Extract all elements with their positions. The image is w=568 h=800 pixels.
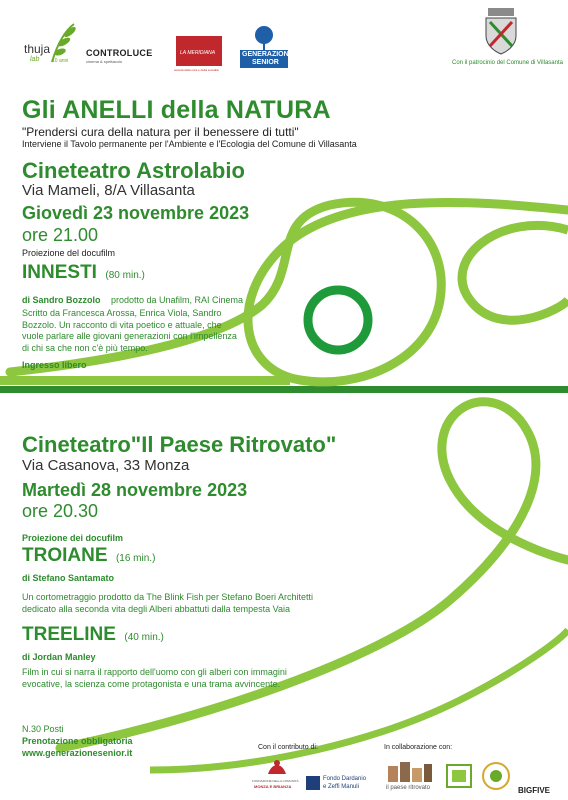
description-line: dedicato alla seconda vita degli Alberi abbattuti dalla tempesta Vaia xyxy=(22,603,291,614)
collab-logo-round-icon xyxy=(482,762,510,790)
seats-info: N.30 Posti xyxy=(22,724,64,734)
time-event1: ore 21.00 xyxy=(22,225,99,245)
bigfive-logo xyxy=(518,780,562,794)
credits-innesti xyxy=(22,290,243,308)
director-treeline: di Jordan Manley xyxy=(22,652,96,662)
arc-right xyxy=(462,225,568,320)
generazione-senior-logo xyxy=(240,26,294,68)
entry-free: Ingresso libero xyxy=(22,360,87,370)
film-duration-treeline: (40 min.) xyxy=(124,632,164,643)
sponsor2-line1: Fondo Dardanio xyxy=(323,776,367,782)
controluce-sub: cinema & spettacolo xyxy=(86,59,123,64)
senior-text: SENIOR xyxy=(252,59,279,66)
film-treeline xyxy=(22,624,164,646)
film-innesti xyxy=(22,262,145,284)
projection-label-event2: Proiezione dei docufilm xyxy=(22,533,124,543)
description-innesti xyxy=(22,308,237,354)
description-line: Bozzolo. Un racconto di vita poetico e attuale, che xyxy=(22,319,222,330)
description-line: Scritto da Francesca Arossa, Enrica Viola, Sandro xyxy=(22,308,222,318)
address-paese-ritrovato: Via Casanova, 33 Monza xyxy=(22,457,190,474)
thuja-text: thuja xyxy=(24,42,51,56)
venue-paese-ritrovato: Cineteatro"Il Paese Ritrovato" xyxy=(22,432,337,457)
description-troiane xyxy=(22,592,313,615)
film-troiane xyxy=(22,545,155,567)
film-title-troiane: TROIANE xyxy=(22,545,108,566)
controluce-text: CONTROLUCE xyxy=(86,48,153,58)
collaboration-label: In collaborazione con: xyxy=(384,744,453,751)
fondo-dardanio-logo xyxy=(306,774,370,794)
booking-required: Prenotazione obbligatoria xyxy=(22,736,133,746)
contribution-label: Con il contributo di: xyxy=(258,744,318,751)
director-innesti: di Sandro Bozzolo xyxy=(22,295,101,305)
intervention-note: Interviene il Tavolo permanente per l'Ambiente e l'Ecologia del Comune di Villasanta xyxy=(22,139,357,149)
venue-astrolabio: Cineteatro Astrolabio xyxy=(22,158,245,183)
meridiana-logo xyxy=(174,36,222,72)
thuja-sub: lab xyxy=(30,56,40,63)
film-duration-innesti: (80 min.) xyxy=(105,270,145,281)
controluce-logo xyxy=(86,48,164,66)
address-astrolabio: Via Mameli, 8/A Villasanta xyxy=(22,182,195,199)
time-event2: ore 20.30 xyxy=(22,501,99,521)
thuja-logo xyxy=(22,22,80,70)
meridiana-text: LA MERIDIANA xyxy=(180,50,216,56)
divider-stripe-dark xyxy=(0,386,568,393)
bigfive-text: BIGFIVE xyxy=(518,786,551,795)
film-duration-troiane: (16 min.) xyxy=(115,553,156,564)
event-series-title: Gli ANELLI della NATURA xyxy=(22,96,331,124)
sponsor1-line2: MONZA E BRIANZA xyxy=(254,784,292,789)
fondazione-monza-logo xyxy=(252,758,302,794)
paese-ritrovato-logo xyxy=(384,758,434,794)
description-line: evocative, la scienza come protagonista e una trama avvincente. xyxy=(22,678,281,689)
ring xyxy=(308,290,368,350)
collab1-text: il paese ritrovato xyxy=(386,785,431,791)
sponsor1-line1: FONDAZIONE DELLA COMUNITÀ xyxy=(252,779,299,783)
production-innesti: prodotto da Unafilm, RAI Cinema xyxy=(110,295,244,305)
description-treeline xyxy=(22,667,287,690)
film-title-innesti: INNESTI xyxy=(22,262,97,283)
description-line: di chi sa che non c'è più tempo. xyxy=(22,342,148,353)
divider-stripe-light xyxy=(0,376,290,385)
generazione-text: GENERAZIONE xyxy=(242,51,294,58)
tagline-quote: "Prendersi cura della natura per il benessere di tutti" xyxy=(22,125,299,139)
description-line: Film in cui si narra il rapporto dell'uomo con gli alberi con immagini xyxy=(22,667,287,677)
patronage-text: Con il patrocinio del Comune di Villasanta xyxy=(452,60,563,66)
meridiana-sub: società della cura e della socialità xyxy=(174,68,219,72)
villasanta-crest-icon xyxy=(480,6,522,56)
date-event2: Martedì 28 novembre 2023 xyxy=(22,480,248,500)
website-link[interactable]: www.generazionesenior.it xyxy=(22,748,133,758)
sponsor2-line2: e Zeffi Manuli xyxy=(323,784,359,790)
collab-logo-green-icon xyxy=(446,764,472,788)
description-line: vuole parlare alle giovani generazioni con l'impellenza xyxy=(22,331,237,341)
date-event1: Giovedì 23 novembre 2023 xyxy=(22,203,250,223)
director-troiane: di Stefano Santamato xyxy=(22,573,115,583)
projection-label-event1: Proiezione del docufilm xyxy=(22,248,116,258)
thuja-years: 10 anni xyxy=(52,58,69,64)
description-line: Un cortometraggio prodotto da The Blink Fish per Stefano Boeri Architetti xyxy=(22,592,313,602)
film-title-treeline: TREELINE xyxy=(22,624,116,645)
